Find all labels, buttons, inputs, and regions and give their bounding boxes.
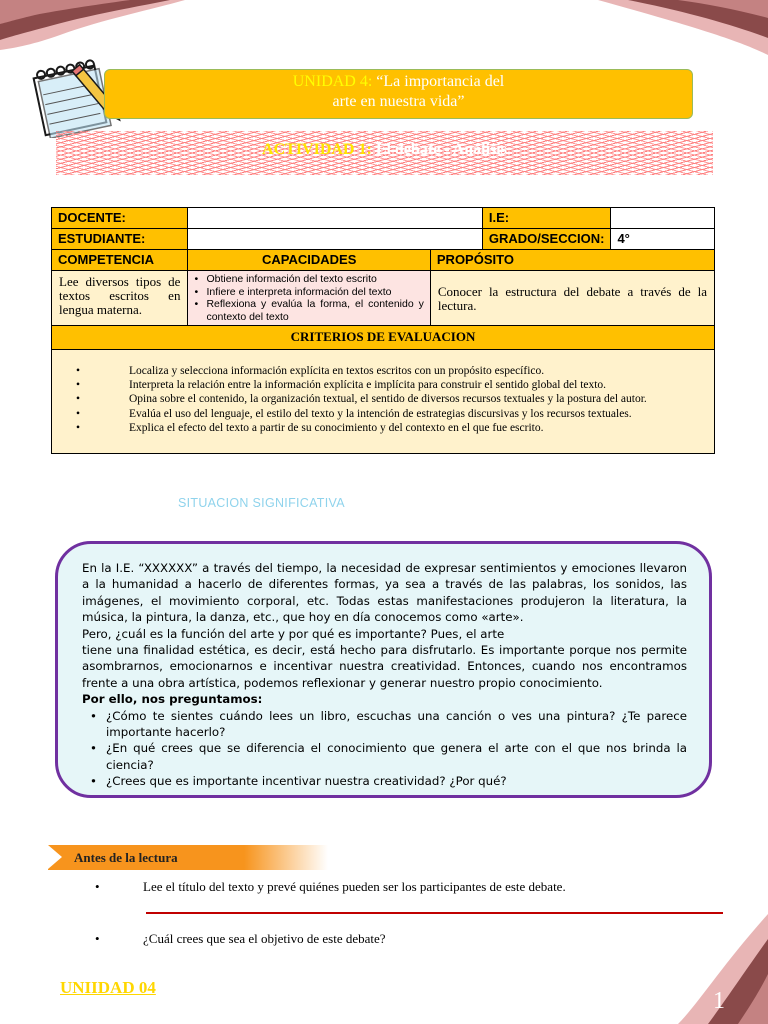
situation-questions: [82, 708, 687, 790]
situation-title: SITUACION SIGNIFICATIVA: [178, 496, 345, 510]
situation-lead-in: Por ello, nos preguntamos:: [82, 692, 263, 707]
situation-paragraph: tiene una finalidad estética, es decir, está hecho para disfrutarlo. Es importante porque nos permite asombrarnos, emocionarnos e incentivar nuestra creatividad. Entonces, cuando nos encontramos frente a una obra artística, podemos reflexionar y generar nuestro propio conocimiento.: [82, 643, 687, 690]
situation-question: • ¿En qué crees que se diferencia el conocimiento que genera el arte con el que nos brinda la ciencia?: [82, 740, 687, 773]
criteria-item: • Opina sobre el contenido, la organización textual, el sentido de diversos recursos textuales y la postura del autor.: [76, 392, 706, 406]
activity-label: ACTIVIDAD 1:: [262, 141, 372, 158]
situation-box: [55, 541, 712, 798]
unit-title-line1: [105, 72, 692, 92]
capacidades-header: CAPACIDADES: [188, 250, 430, 271]
situation-question: • ¿Crees que es importante incentivar nuestra creatividad? ¿Por qué?: [82, 773, 687, 789]
competencia-header: COMPETENCIA: [52, 250, 188, 271]
question-text: ¿Cuál crees que sea el objetivo de este debate?: [143, 931, 386, 946]
criteria-item: • Interpreta la relación entre la información explícita e implícita para construir el sentido global del texto.: [76, 378, 706, 392]
grado-label: GRADO/SECCION:: [482, 229, 611, 250]
criteria-item: • Localiza y selecciona información explícita en textos escritos con un propósito específico.: [76, 364, 706, 378]
capacidad-item: • Infiere e interpreta información del texto: [194, 286, 423, 299]
unit-banner: [104, 69, 693, 119]
activity-band: [56, 131, 713, 175]
ie-field[interactable]: [611, 208, 715, 229]
grado-field[interactable]: 4°: [611, 229, 715, 250]
proposito-cell: Conocer la estructura del debate a través de la lectura.: [430, 271, 714, 326]
answer-line[interactable]: [146, 912, 723, 914]
question-text: Lee el título del texto y prevé quiénes pueden ser los participantes de este debate.: [143, 879, 566, 894]
docente-field[interactable]: [188, 208, 482, 229]
situation-paragraph: En la I.E. “XXXXXX” a través del tiempo, la necesidad de expresar sentimientos y emociones llevaron a la humanidad a hacerlo de diferentes formas, ya sea a través de las palabras, los sonidos, las imágenes, el movimiento corporal, etc. Todas estas manifestaciones produjeron la literatura, la música, la pintura, la danza, etc., que hoy en día conocemos como «arte».: [82, 561, 687, 625]
capacidades-list: [188, 271, 429, 325]
before-question-2: [95, 931, 386, 947]
footer-unit-label: UNIIDAD 04: [60, 978, 156, 997]
capacidad-item: • Obtiene información del texto escrito: [194, 273, 423, 286]
unit-label: UNIDAD 4:: [292, 73, 373, 90]
estudiante-label: ESTUDIANTE:: [52, 229, 188, 250]
docente-label: DOCENTE:: [52, 208, 188, 229]
competencia-cell: Lee diversos tipos de textos escritos en lengua materna.: [52, 271, 188, 326]
before-question-1: [95, 879, 566, 895]
estudiante-field[interactable]: [188, 229, 482, 250]
unit-title-line2: arte en nuestra vida”: [332, 93, 465, 110]
ie-label: I.E:: [482, 208, 611, 229]
before-reading-tag: Antes de la lectura: [48, 845, 328, 870]
criteria-cell: [52, 350, 715, 454]
proposito-header: PROPÓSITO: [430, 250, 714, 271]
corner-decoration-top-right: [598, 0, 768, 55]
bullet-icon: •: [95, 931, 100, 946]
criteria-list: [76, 364, 706, 435]
bullet-icon: •: [95, 879, 100, 894]
capacidades-cell: [188, 271, 430, 326]
situation-question: • ¿Cómo te sientes cuándo lees un libro, escuchas una canción o ves una pintura? ¿Te parece importante hacerlo?: [82, 708, 687, 741]
unit-title-text: “La importancia del: [376, 73, 505, 90]
corner-decoration-top-left: [0, 0, 185, 50]
criteria-item: • Evalúa el uso del lenguaje, el estilo del texto y la intención de estrategias discursivas y los recursos textuales.: [76, 407, 706, 421]
capacidad-item: • Reflexiona y evalúa la forma, el contenido y contexto del texto: [194, 298, 423, 323]
criteria-header: CRITERIOS DE EVALUACION: [52, 326, 715, 350]
page-number: 1: [713, 988, 725, 1014]
info-table: [51, 207, 715, 454]
criteria-item: • Explica el efecto del texto a partir de su conocimiento y del contexto en el que fue escrito.: [76, 421, 706, 435]
activity-title: El debate - Análisis: [375, 141, 507, 158]
situation-paragraph: Pero, ¿cuál es la función del arte y por qué es importante? Pues, el arte: [82, 626, 505, 641]
